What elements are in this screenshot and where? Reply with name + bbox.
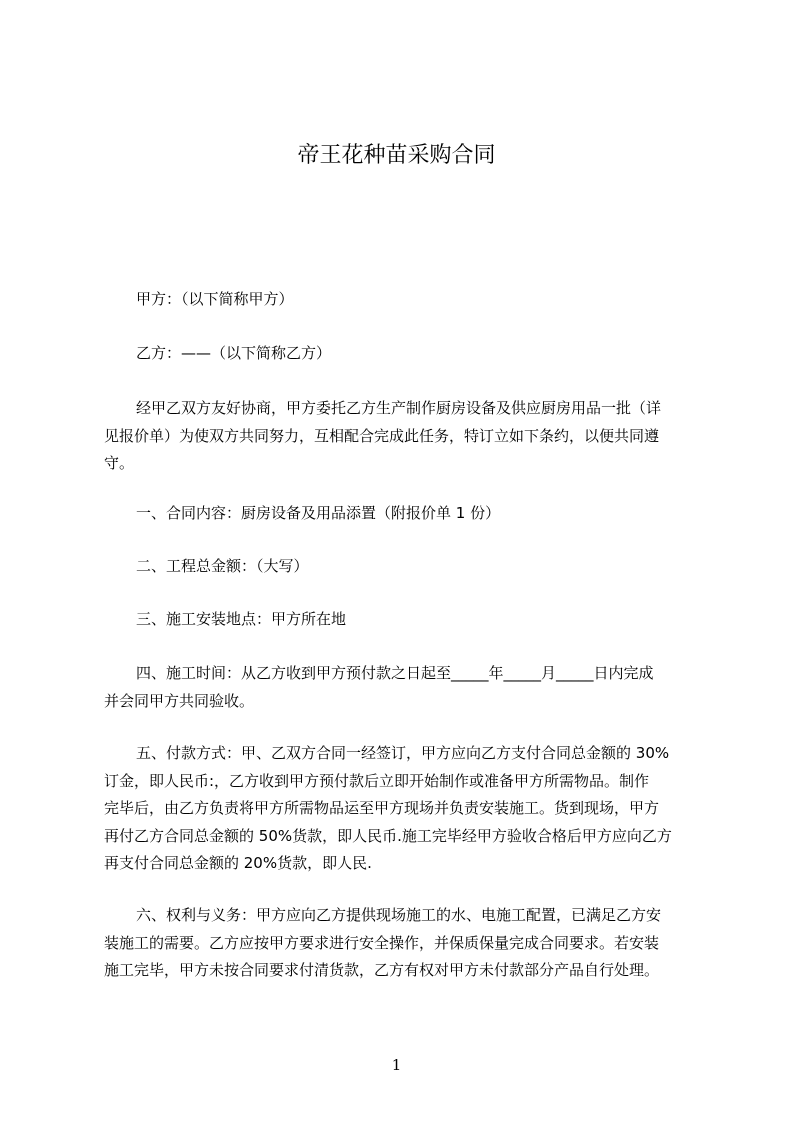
- intro-line-2: 见报价单）为使双方共同努力，互相配合完成此任务，特订立如下条约，以便共同遵: [104, 426, 660, 445]
- clause-5-line-2: 订金，即人民币:，乙方收到甲方预付款后立即开始制作或准备甲方所需物品。制作: [104, 771, 650, 790]
- clause-1-text: 一、合同内容：厨房设备及用品添置（附报价单 1 份）: [136, 504, 501, 522]
- clause-3-text: 三、施工安装地点：甲方所在地: [136, 610, 347, 628]
- clause-2: [104, 553, 700, 581]
- clause-4: [104, 660, 700, 715]
- party-b-text: 乙方：——（以下简称乙方）: [136, 344, 332, 362]
- intro-line-3: 守。: [104, 454, 135, 472]
- party-a-text: 甲方：（以下简称甲方）: [136, 290, 294, 308]
- intro-line-1: 经甲乙双方友好协商，甲方委托乙方生产制作厨房设备及供应厨房用品一批（详: [136, 399, 662, 417]
- clause-5-line-3: 完毕后，由乙方负责将甲方所需物品运至甲方现场并负责安装施工。货到现场，甲方: [104, 799, 660, 817]
- clause-3: [104, 606, 700, 634]
- clause-4-line-1: 四、施工时间：从乙方收到甲方预付款之日起至_____年_____月_____日内完成: [136, 664, 654, 682]
- document-title: 帝王花种苗采购合同: [297, 143, 496, 168]
- clause-4-line-2: 并会同甲方共同验收。: [104, 691, 255, 710]
- clause-5-line-1: 五、付款方式：甲、乙双方合同一经签订，甲方应向乙方支付合同总金额的 30%: [136, 744, 670, 762]
- clause-5-line-4: 再付乙方合同总金额的 50%货款，即人民币.施工完毕经甲方验收合格后甲方应向乙方: [104, 826, 672, 845]
- clause-2-text: 二、工程总金额：（大写）: [136, 557, 309, 575]
- clause-5: [104, 740, 700, 878]
- clause-6-line-3: 施工完毕，甲方未按合同要求付清货款，乙方有权对甲方未付款部分产品自行处理。: [104, 961, 660, 979]
- page-number: 1: [391, 1056, 402, 1074]
- intro-paragraph: [104, 395, 700, 478]
- party-a-line: [104, 286, 700, 314]
- clause-5-line-5: 再支付合同总金额的 20%货款，即人民.: [104, 854, 372, 872]
- clause-6-line-1: 六、权利与义务：甲方应向乙方提供现场施工的水、电施工配置，已满足乙方安: [136, 906, 662, 924]
- party-b-line: [104, 340, 700, 368]
- clause-1: [104, 500, 700, 528]
- clause-6-line-2: 装施工的需要。乙方应按甲方要求进行安全操作，并保质保量完成合同要求。若安装: [104, 933, 660, 952]
- clause-6: [104, 902, 700, 985]
